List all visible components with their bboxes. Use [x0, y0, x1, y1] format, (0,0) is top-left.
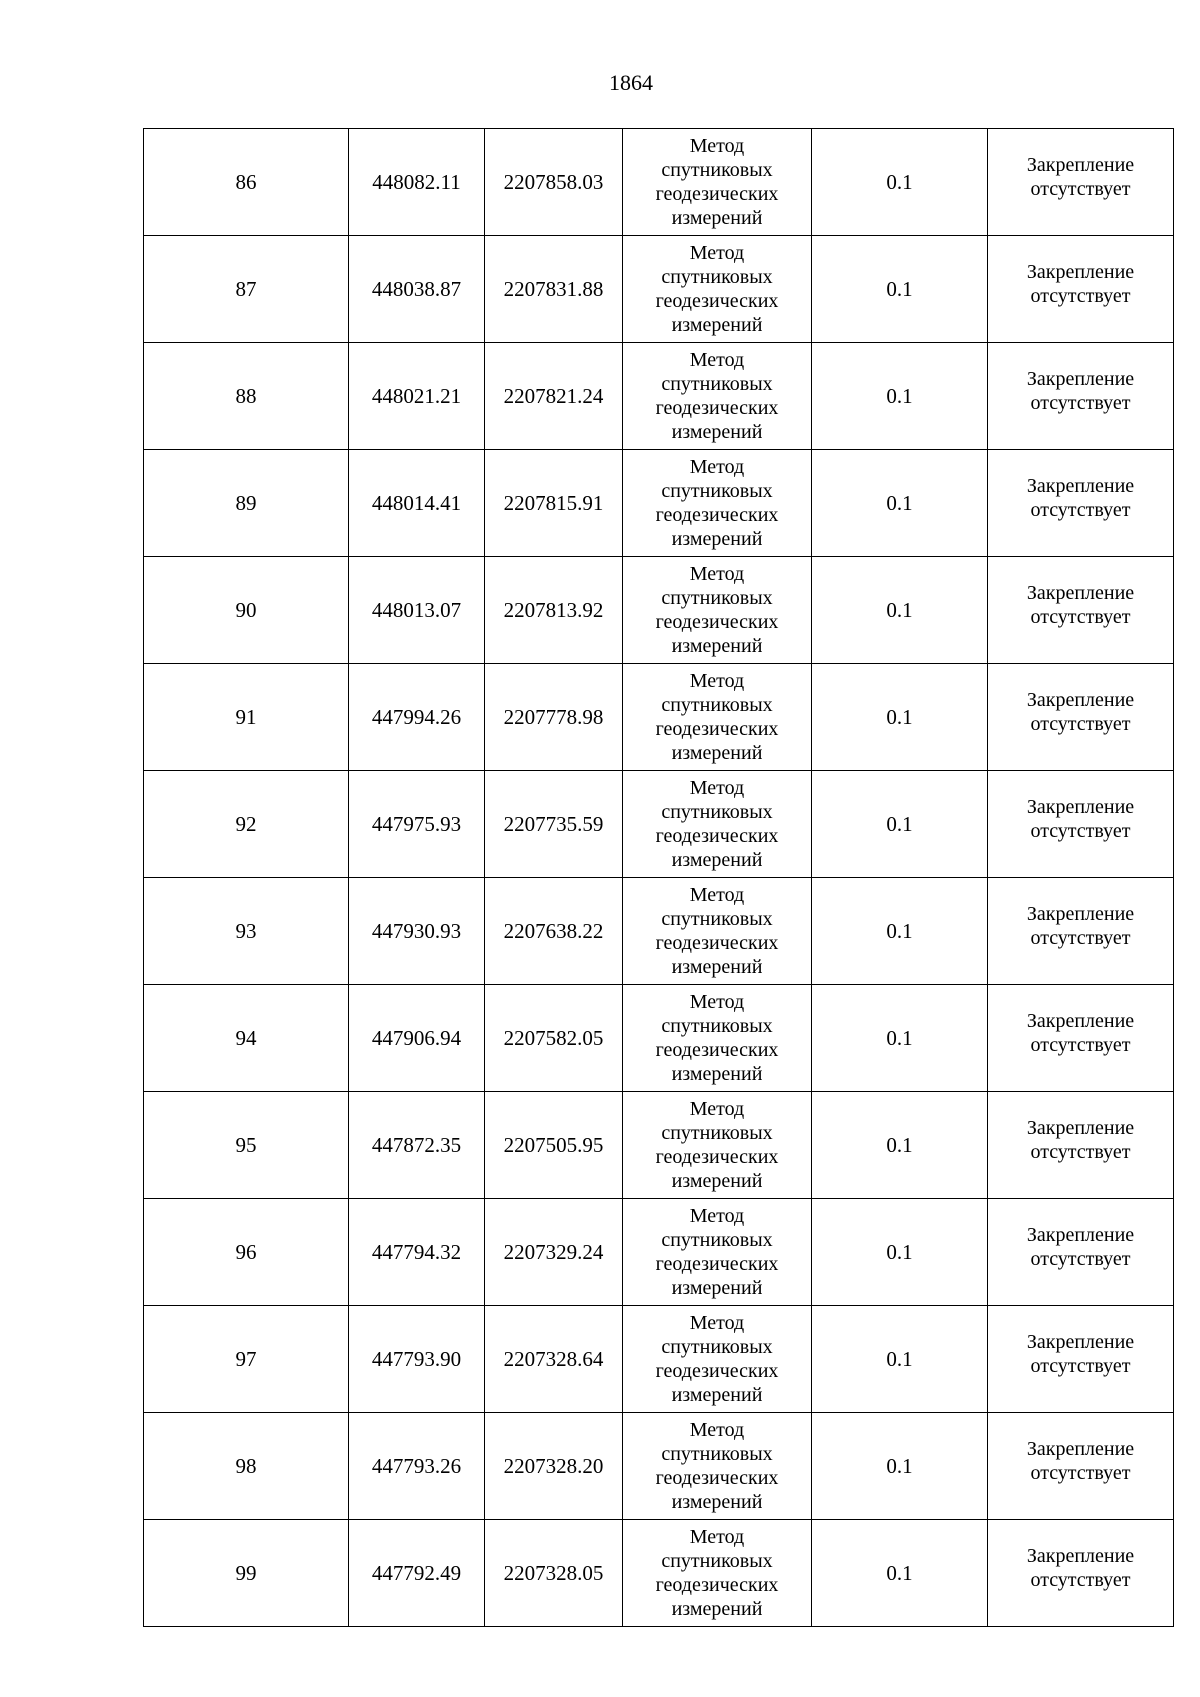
fixing-cell [988, 1413, 1174, 1520]
coordinates-table-body [144, 129, 1174, 1627]
method-cell [623, 878, 812, 985]
method-line: спутниковых [661, 1336, 773, 1358]
accuracy-cell: 0.1 [812, 664, 988, 771]
y-coordinate-cell: 2207821.24 [485, 343, 623, 450]
method-cell [623, 771, 812, 878]
point-number-cell: 94 [144, 985, 349, 1092]
accuracy-cell: 0.1 [812, 1413, 988, 1520]
y-coordinate-cell: 2207858.03 [485, 129, 623, 236]
table-row [144, 664, 1174, 771]
table-row [144, 1413, 1174, 1520]
method-line: измерений [671, 1277, 763, 1299]
method-cell [623, 129, 812, 236]
method-line: Метод [689, 991, 745, 1013]
method-line: измерений [671, 956, 763, 978]
fixing-line: отсутствует [1030, 499, 1131, 521]
fixing-line: отсутствует [1030, 392, 1131, 414]
method-line: геодезических [655, 1360, 779, 1382]
table-row [144, 129, 1174, 236]
method-line: измерений [671, 1384, 763, 1406]
fixing-line: отсутствует [1030, 285, 1131, 307]
accuracy-cell: 0.1 [812, 1306, 988, 1413]
fixing-line: отсутствует [1030, 1248, 1131, 1270]
x-coordinate-cell: 448082.11 [349, 129, 485, 236]
y-coordinate-cell: 2207638.22 [485, 878, 623, 985]
method-line: спутниковых [661, 373, 773, 395]
accuracy-cell: 0.1 [812, 985, 988, 1092]
method-line: спутниковых [661, 1122, 773, 1144]
x-coordinate-cell: 448013.07 [349, 557, 485, 664]
method-line: Метод [689, 349, 745, 371]
method-cell [623, 450, 812, 557]
fixing-line: отсутствует [1030, 1462, 1131, 1484]
fixing-line: Закрепление [1026, 154, 1135, 176]
point-number-cell: 88 [144, 343, 349, 450]
method-line: измерений [671, 421, 763, 443]
fixing-line: отсутствует [1030, 1355, 1131, 1377]
method-line: спутниковых [661, 1229, 773, 1251]
point-number-cell: 89 [144, 450, 349, 557]
method-line: спутниковых [661, 1550, 773, 1572]
x-coordinate-cell: 447793.26 [349, 1413, 485, 1520]
method-line: Метод [689, 135, 745, 157]
fixing-cell [988, 343, 1174, 450]
x-coordinate-cell: 447930.93 [349, 878, 485, 985]
method-line: измерений [671, 1491, 763, 1513]
point-number-cell: 96 [144, 1199, 349, 1306]
y-coordinate-cell: 2207328.64 [485, 1306, 623, 1413]
fixing-cell [988, 1306, 1174, 1413]
y-coordinate-cell: 2207329.24 [485, 1199, 623, 1306]
fixing-cell [988, 236, 1174, 343]
method-line: геодезических [655, 932, 779, 954]
method-line: геодезических [655, 1467, 779, 1489]
method-line: геодезических [655, 1253, 779, 1275]
table-row [144, 878, 1174, 985]
method-line: измерений [671, 1170, 763, 1192]
fixing-cell [988, 557, 1174, 664]
fixing-cell [988, 129, 1174, 236]
method-cell [623, 236, 812, 343]
method-line: геодезических [655, 1039, 779, 1061]
fixing-cell [988, 878, 1174, 985]
method-line: измерений [671, 528, 763, 550]
fixing-line: Закрепление [1026, 261, 1135, 283]
fixing-cell [988, 771, 1174, 878]
y-coordinate-cell: 2207778.98 [485, 664, 623, 771]
method-line: спутниковых [661, 694, 773, 716]
y-coordinate-cell: 2207582.05 [485, 985, 623, 1092]
method-line: спутниковых [661, 266, 773, 288]
accuracy-cell: 0.1 [812, 771, 988, 878]
point-number-cell: 92 [144, 771, 349, 878]
method-line: спутниковых [661, 1443, 773, 1465]
point-number-cell: 99 [144, 1520, 349, 1627]
method-line: спутниковых [661, 480, 773, 502]
method-cell [623, 1413, 812, 1520]
method-line: геодезических [655, 290, 779, 312]
method-line: спутниковых [661, 801, 773, 823]
fixing-line: Закрепление [1026, 368, 1135, 390]
table-row [144, 1199, 1174, 1306]
method-line: геодезических [655, 1146, 779, 1168]
y-coordinate-cell: 2207735.59 [485, 771, 623, 878]
fixing-line: Закрепление [1026, 582, 1135, 604]
table-row [144, 985, 1174, 1092]
y-coordinate-cell: 2207505.95 [485, 1092, 623, 1199]
fixing-cell [988, 1092, 1174, 1199]
fixing-cell [988, 664, 1174, 771]
method-line: Метод [689, 1526, 745, 1548]
method-line: измерений [671, 849, 763, 871]
table-row [144, 450, 1174, 557]
accuracy-cell: 0.1 [812, 236, 988, 343]
x-coordinate-cell: 447994.26 [349, 664, 485, 771]
table-row [144, 557, 1174, 664]
fixing-line: Закрепление [1026, 689, 1135, 711]
method-cell [623, 664, 812, 771]
x-coordinate-cell: 448038.87 [349, 236, 485, 343]
fixing-line: Закрепление [1026, 1117, 1135, 1139]
x-coordinate-cell: 447793.90 [349, 1306, 485, 1413]
method-line: Метод [689, 242, 745, 264]
method-line: спутниковых [661, 908, 773, 930]
method-cell [623, 343, 812, 450]
method-line: измерений [671, 1598, 763, 1620]
point-number-cell: 87 [144, 236, 349, 343]
y-coordinate-cell: 2207815.91 [485, 450, 623, 557]
method-line: измерений [671, 635, 763, 657]
table-row [144, 1306, 1174, 1413]
table-row [144, 1520, 1174, 1627]
fixing-line: отсутствует [1030, 1141, 1131, 1163]
accuracy-cell: 0.1 [812, 1199, 988, 1306]
method-line: Метод [689, 1419, 745, 1441]
coordinates-table [143, 128, 1174, 1627]
point-number-cell: 98 [144, 1413, 349, 1520]
y-coordinate-cell: 2207328.05 [485, 1520, 623, 1627]
method-line: Метод [689, 1098, 745, 1120]
point-number-cell: 90 [144, 557, 349, 664]
table-row [144, 343, 1174, 450]
x-coordinate-cell: 447975.93 [349, 771, 485, 878]
fixing-line: Закрепление [1026, 1438, 1135, 1460]
fixing-line: Закрепление [1026, 796, 1135, 818]
method-line: Метод [689, 456, 745, 478]
point-number-cell: 97 [144, 1306, 349, 1413]
fixing-cell [988, 1520, 1174, 1627]
method-line: измерений [671, 207, 763, 229]
x-coordinate-cell: 447794.32 [349, 1199, 485, 1306]
y-coordinate-cell: 2207813.92 [485, 557, 623, 664]
point-number-cell: 95 [144, 1092, 349, 1199]
fixing-line: Закрепление [1026, 1010, 1135, 1032]
accuracy-cell: 0.1 [812, 878, 988, 985]
method-line: спутниковых [661, 1015, 773, 1037]
method-cell [623, 1520, 812, 1627]
x-coordinate-cell: 447872.35 [349, 1092, 485, 1199]
fixing-line: Закрепление [1026, 903, 1135, 925]
method-line: измерений [671, 742, 763, 764]
fixing-cell [988, 450, 1174, 557]
fixing-line: Закрепление [1026, 1224, 1135, 1246]
method-line: геодезических [655, 183, 779, 205]
y-coordinate-cell: 2207831.88 [485, 236, 623, 343]
fixing-cell [988, 1199, 1174, 1306]
table-row [144, 771, 1174, 878]
fixing-cell [988, 985, 1174, 1092]
x-coordinate-cell: 447792.49 [349, 1520, 485, 1627]
accuracy-cell: 0.1 [812, 129, 988, 236]
x-coordinate-cell: 448014.41 [349, 450, 485, 557]
fixing-line: отсутствует [1030, 1569, 1131, 1591]
method-cell [623, 1199, 812, 1306]
fixing-line: отсутствует [1030, 820, 1131, 842]
method-cell [623, 1306, 812, 1413]
x-coordinate-cell: 448021.21 [349, 343, 485, 450]
point-number-cell: 93 [144, 878, 349, 985]
method-line: Метод [689, 884, 745, 906]
accuracy-cell: 0.1 [812, 1092, 988, 1199]
method-cell [623, 985, 812, 1092]
method-line: геодезических [655, 825, 779, 847]
point-number-cell: 86 [144, 129, 349, 236]
accuracy-cell: 0.1 [812, 1520, 988, 1627]
method-cell [623, 557, 812, 664]
method-line: геодезических [655, 611, 779, 633]
fixing-line: отсутствует [1030, 1034, 1131, 1056]
method-line: Метод [689, 1312, 745, 1334]
accuracy-cell: 0.1 [812, 343, 988, 450]
fixing-line: Закрепление [1026, 1545, 1135, 1567]
method-line: Метод [689, 777, 745, 799]
accuracy-cell: 0.1 [812, 557, 988, 664]
method-line: Метод [689, 670, 745, 692]
accuracy-cell: 0.1 [812, 450, 988, 557]
method-line: измерений [671, 1063, 763, 1085]
page-number: 1864 [609, 70, 653, 95]
method-line: геодезических [655, 397, 779, 419]
fixing-line: Закрепление [1026, 475, 1135, 497]
table-row [144, 1092, 1174, 1199]
fixing-line: отсутствует [1030, 606, 1131, 628]
y-coordinate-cell: 2207328.20 [485, 1413, 623, 1520]
method-line: измерений [671, 314, 763, 336]
fixing-line: Закрепление [1026, 1331, 1135, 1353]
method-line: геодезических [655, 718, 779, 740]
fixing-line: отсутствует [1030, 713, 1131, 735]
fixing-line: отсутствует [1030, 927, 1131, 949]
method-line: Метод [689, 1205, 745, 1227]
method-line: геодезических [655, 1574, 779, 1596]
fixing-line: отсутствует [1030, 178, 1131, 200]
x-coordinate-cell: 447906.94 [349, 985, 485, 1092]
method-line: спутниковых [661, 159, 773, 181]
table-row [144, 236, 1174, 343]
method-line: Метод [689, 563, 745, 585]
method-cell [623, 1092, 812, 1199]
point-number-cell: 91 [144, 664, 349, 771]
method-line: геодезических [655, 504, 779, 526]
method-line: спутниковых [661, 587, 773, 609]
